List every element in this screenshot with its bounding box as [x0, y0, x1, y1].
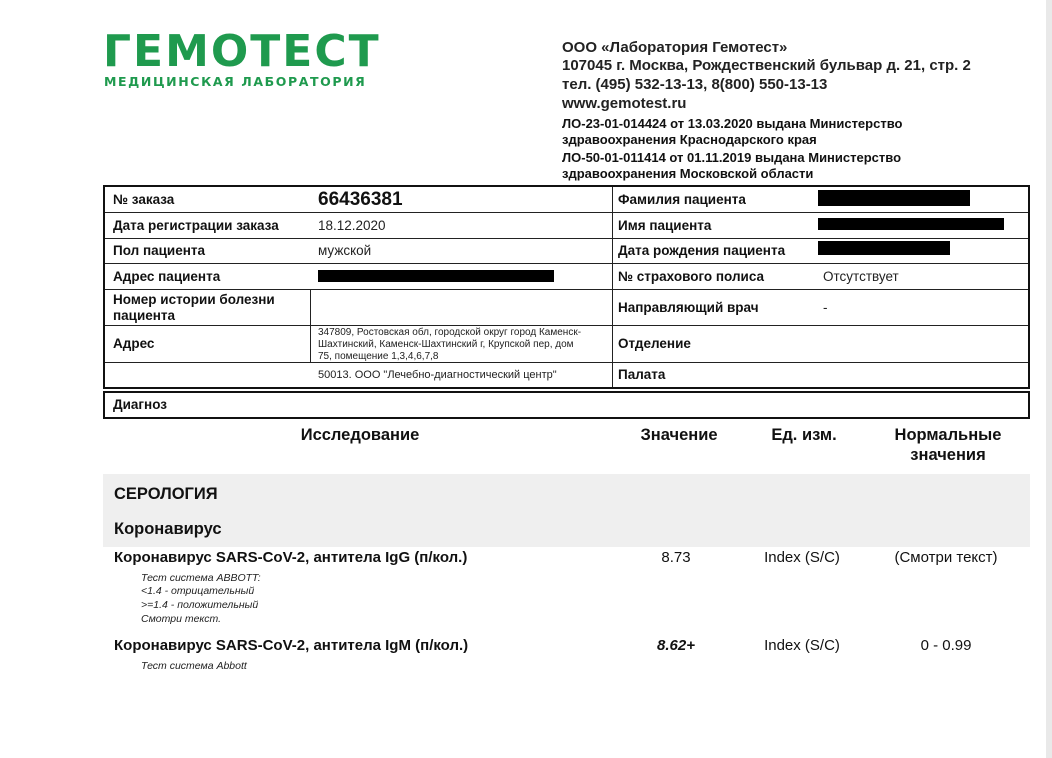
referring-doctor-label: Направляющий врач: [618, 300, 759, 315]
row-divider: [105, 362, 1028, 363]
license-line: ЛО-23-01-014424 от 13.03.2020 выдана Министерство: [562, 116, 903, 131]
test-unit: Index (S/C): [764, 637, 840, 654]
redacted-birth-date: [818, 241, 950, 255]
test-name: Коронавирус SARS-CoV-2, антитела IgM (п/кол.): [114, 637, 469, 654]
row-divider: [105, 212, 1028, 213]
test-name: Коронавирус SARS-CoV-2, антитела IgG (п/кол.): [114, 549, 468, 566]
test-note: Тест система ABBOTT:: [141, 572, 261, 584]
diagnosis-box: [103, 391, 1030, 419]
section-title: СЕРОЛОГИЯ: [114, 485, 218, 503]
ward-label: Палата: [618, 367, 666, 382]
test-value-abnormal: 8.62+: [657, 637, 695, 654]
section-band: [103, 474, 1030, 547]
redacted-patient-address: [318, 270, 554, 282]
order-number-label: № заказа: [113, 192, 175, 207]
address-line: Шахтинский, Каменск-Шахтинский г, Крупской пер, дом: [318, 339, 574, 350]
column-header-norm: значения: [910, 446, 986, 464]
diagnosis-label: Диагноз: [113, 397, 167, 412]
insurance-policy: Отсутствует: [823, 269, 899, 284]
test-note: Тест система Abbott: [141, 660, 247, 672]
row-divider: [105, 263, 1028, 264]
patient-address-label: Адрес пациента: [113, 269, 221, 284]
row-divider: [105, 289, 1028, 290]
lab-name: ООО «Лаборатория Гемотест»: [562, 39, 788, 56]
patient-sex: мужской: [318, 243, 372, 258]
patient-sex-label: Пол пациента: [113, 243, 205, 258]
address-line: 347809, Ростовская обл, городской округ город Каменск-: [318, 327, 582, 338]
lab-phone: тел. (495) 532-13-13, 8(800) 550-13-13: [562, 76, 828, 93]
column-header-study: Исследование: [300, 426, 420, 444]
test-norm: (Смотри текст): [894, 549, 998, 566]
license-line: здравоохранения Краснодарского края: [562, 132, 817, 147]
column-divider: [310, 289, 311, 362]
license-line: ЛО-50-01-011414 от 01.11.2019 выдана Министерство: [562, 150, 902, 165]
referring-doctor: -: [823, 300, 828, 315]
row-divider: [105, 325, 1028, 326]
test-unit: Index (S/C): [764, 549, 840, 566]
column-header-value: Значение: [640, 426, 718, 444]
redacted-name: [818, 218, 1004, 230]
redacted-surname: [818, 190, 970, 206]
insurance-policy-label: № страхового полиса: [618, 269, 765, 284]
birth-date-label: Дата рождения пациента: [618, 243, 786, 258]
subsection-title: Коронавирус: [114, 520, 222, 538]
column-header-norm: Нормальные: [894, 426, 1002, 444]
registration-date: 18.12.2020: [318, 218, 386, 233]
lab-address: 107045 г. Москва, Рождественский бульвар д. 21, стр. 2: [562, 57, 971, 74]
test-note: Смотри текст.: [141, 613, 222, 625]
test-value: 8.73: [661, 549, 691, 566]
order-number: 66436381: [318, 189, 403, 210]
test-note: >=1.4 - положительный: [141, 599, 259, 611]
company-logo: ГЕМОТЕСТ: [103, 26, 381, 77]
lab-website: www.gemotest.ru: [562, 95, 687, 112]
company-tagline: МЕДИЦИНСКАЯ ЛАБОРАТОРИЯ: [104, 74, 367, 89]
department-label: Отделение: [618, 336, 691, 351]
license-line: здравоохранения Московской области: [562, 166, 814, 181]
patient-name-label: Имя пациента: [618, 218, 712, 233]
test-note: <1.4 - отрицательный: [141, 585, 255, 597]
column-header-unit: Ед. изм.: [771, 426, 837, 444]
history-number-label: пациента: [113, 308, 176, 323]
registration-date-label: Дата регистрации заказа: [113, 218, 279, 233]
address-label: Адрес: [113, 336, 155, 351]
patient-surname-label: Фамилия пациента: [618, 192, 746, 207]
patient-info-box: [103, 185, 1030, 389]
history-number-label: Номер истории болезни: [113, 292, 275, 307]
test-norm: 0 - 0.99: [920, 637, 972, 654]
row-divider: [105, 238, 1028, 239]
address-line: 75, помещение 1,3,4,6,7,8: [318, 351, 439, 362]
referring-organization: 50013. ООО "Лечебно-диагностический центр": [318, 369, 557, 381]
column-divider: [612, 187, 613, 387]
